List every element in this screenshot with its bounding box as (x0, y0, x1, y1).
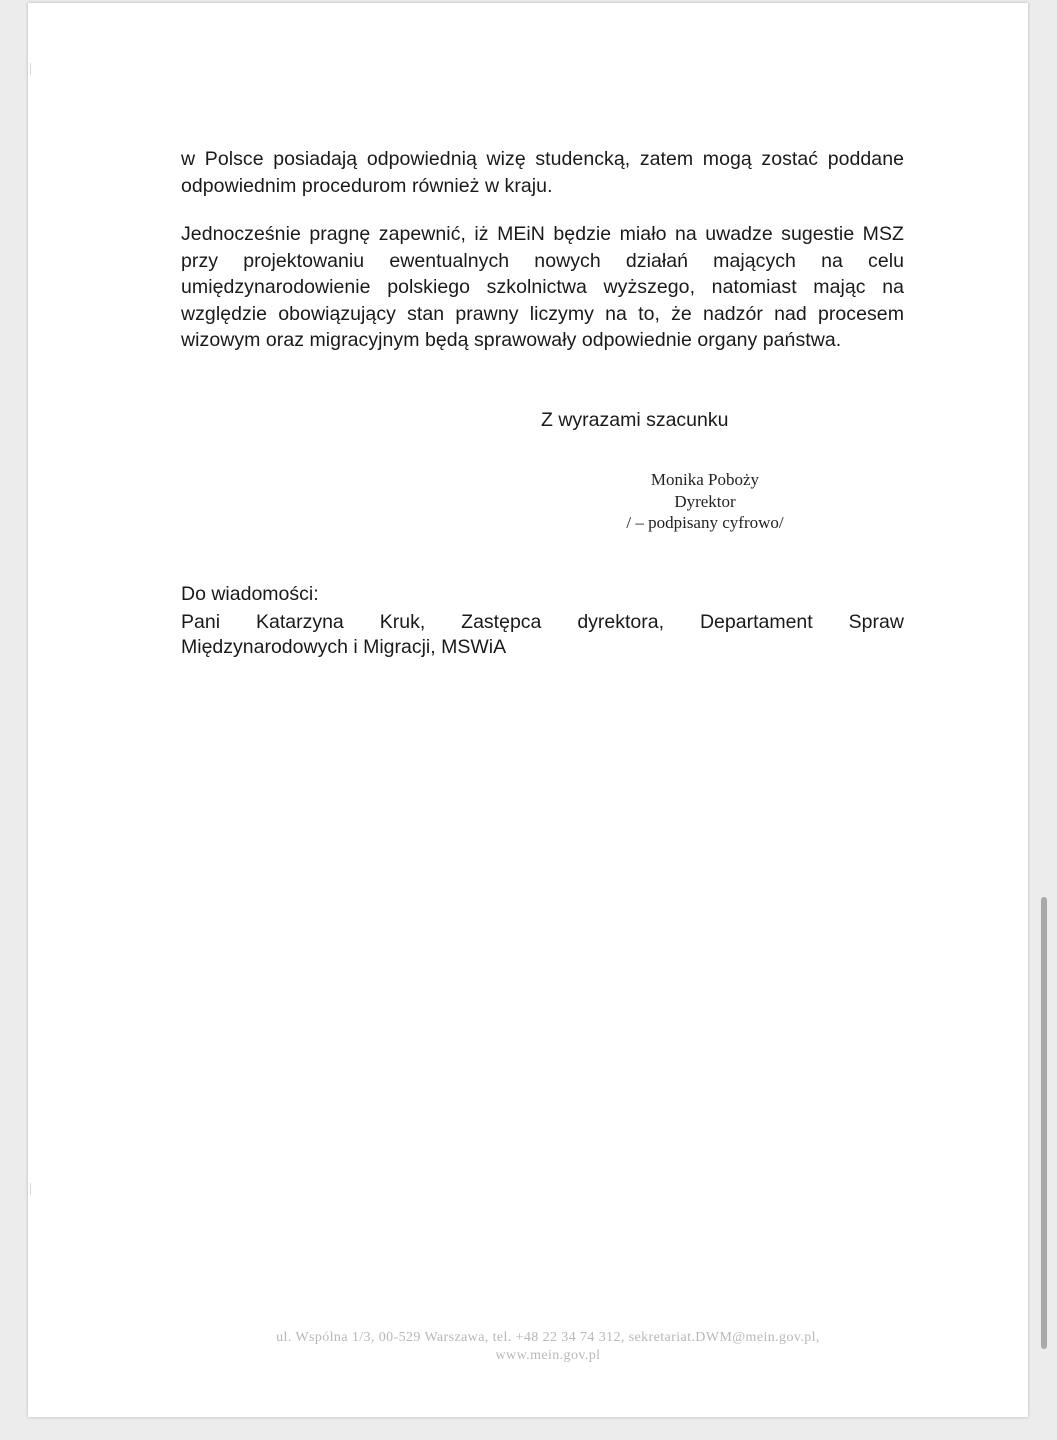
scan-edge-mark (30, 1183, 31, 1195)
cc-word: dyrektora, (577, 611, 665, 633)
paragraph-1: w Polsce posiadają odpowiednią wizę studencką, zatem mogą zostać poddane odpowiednim procedurom również w kraju. (181, 148, 904, 197)
signatory-name: Monika Poboży (650, 470, 760, 489)
cc-recipients (181, 610, 904, 660)
footer-address: ul. Wspólna 1/3, 00-529 Warszawa, tel. +48 22 34 74 312, sekretariat.DWM@mein.gov.pl, (276, 1330, 820, 1345)
cc-word: Katarzyna (255, 611, 344, 633)
vertical-scrollbar[interactable] (1041, 897, 1047, 1349)
page-footer (218, 1329, 878, 1365)
scan-edge-mark (30, 63, 31, 75)
cc-word: Spraw (848, 611, 904, 633)
footer-website: www.mein.gov.pl (495, 1348, 601, 1363)
signature-block (571, 469, 839, 534)
closing-salutation: Z wyrazami szacunku (541, 409, 729, 431)
paragraph-2: Jednocześnie pragnę zapewnić, iż MEiN będzie miało na uwadze sugestie MSZ przy projektowaniu ewentualnych nowych działań mających na celu umiędzynarodowienie polskiego szkolnictwa wyższego, natomiast mając na względzie obowiązujący stan prawny liczymy na to, że nadzór nad procesem wizowym oraz migracyjnym będą sprawowały odpowiednie organy państwa. (181, 223, 904, 351)
digital-signature-note: / – podpisany cyfrowo/ (626, 513, 784, 532)
cc-heading: Do wiadomości: (181, 583, 319, 605)
cc-line-2: Międzynarodowych i Migracji, MSWiA (181, 636, 507, 658)
cc-word: Kruk, (379, 611, 426, 633)
document-page (28, 3, 1028, 1417)
cc-word: Pani (181, 611, 221, 633)
signatory-title: Dyrektor (674, 491, 736, 511)
cc-word: Zastępca (461, 611, 542, 633)
cc-line-1 (181, 610, 904, 635)
cc-word: Departament (699, 611, 813, 633)
